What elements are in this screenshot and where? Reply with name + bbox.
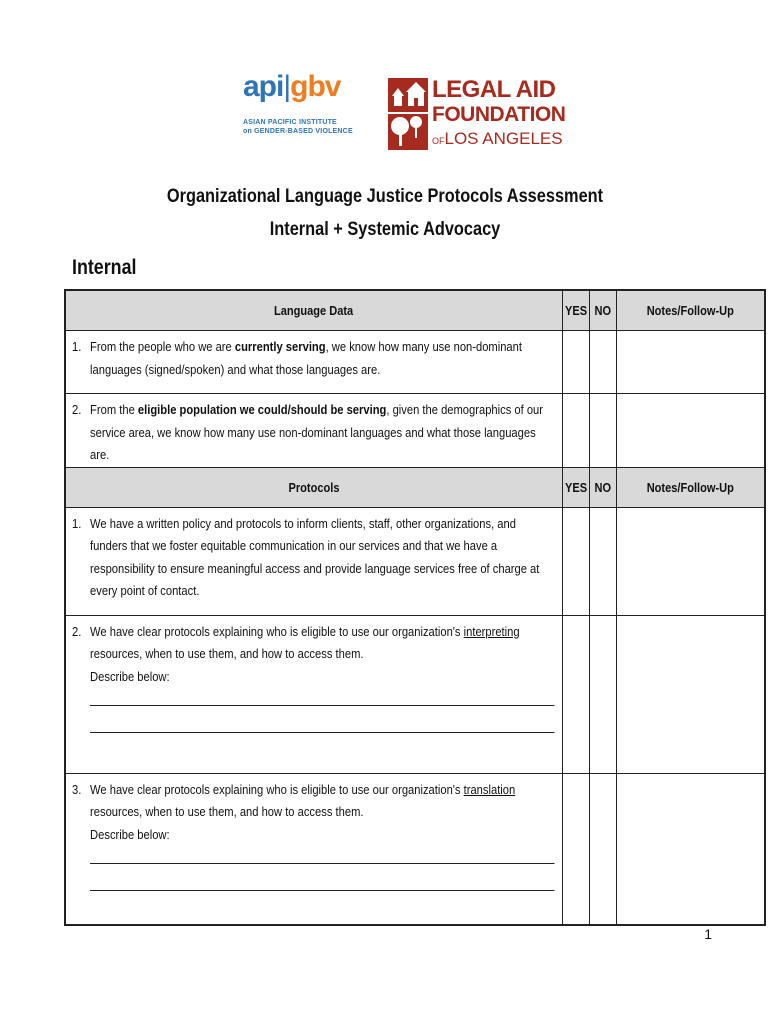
notes-cell[interactable] — [617, 507, 765, 615]
table-row — [65, 394, 765, 468]
yes-checkbox-cell[interactable] — [563, 615, 590, 773]
describe-label: Describe below: — [90, 668, 170, 684]
notes-cell[interactable] — [617, 615, 765, 773]
table-row — [65, 773, 765, 925]
no-header: NO — [590, 467, 617, 507]
table-row — [65, 507, 765, 615]
table-row — [65, 331, 765, 394]
apigbv-logo-subtitle-1: ASIAN PACIFIC INSTITUTE — [243, 119, 337, 126]
lafla-logo-line-1: LEGAL AID — [432, 76, 556, 103]
question-cell: 2. We have clear protocols explaining who is eligible to use our organization's interpreting resources, when to use them, and how to access them. Describe below: — [65, 615, 563, 773]
question-cell: 2. From the eligible population we could/should be serving, given the demographics of our service area, we know how many use non-dominant languages and what those languages are. — [65, 394, 563, 468]
no-checkbox-cell[interactable] — [590, 507, 617, 615]
no-checkbox-cell[interactable] — [590, 615, 617, 773]
logo-area — [0, 70, 770, 155]
apigbv-logo-bar: | — [283, 70, 291, 103]
document-title — [54, 180, 716, 246]
lafla-logo — [388, 74, 566, 154]
notes-cell[interactable] — [617, 773, 765, 925]
yes-checkbox-cell[interactable] — [563, 773, 590, 925]
notes-header: Notes/Follow-Up — [617, 290, 765, 331]
section-heading: Internal — [72, 256, 137, 279]
yes-checkbox-cell[interactable] — [563, 394, 590, 468]
answer-line[interactable] — [90, 688, 554, 706]
describe-label: Describe below: — [90, 826, 170, 842]
lafla-logo-line-3 — [432, 130, 563, 147]
no-checkbox-cell[interactable] — [590, 773, 617, 925]
no-header: NO — [590, 290, 617, 331]
question-cell: 3. We have clear protocols explaining who is eligible to use our organization's translation resources, when to use them, and how to access them. Describe below: — [65, 773, 563, 925]
notes-cell[interactable] — [617, 331, 765, 394]
group-header-protocols: Protocols — [65, 467, 563, 507]
apigbv-logo-gbv: gbv — [290, 70, 341, 103]
lafla-logo-city: LOS ANGELES — [444, 129, 563, 148]
lafla-logo-of: OF — [432, 136, 445, 146]
notes-header: Notes/Follow-Up — [617, 467, 765, 507]
apigbv-logo-api: api — [243, 70, 284, 103]
no-checkbox-cell[interactable] — [590, 394, 617, 468]
table-header-row — [65, 467, 765, 507]
question-cell: 1. We have a written policy and protocols to inform clients, staff, other organizations, and funders that we foster equitable communication in our services and that we have a responsibility to ensure meaningful access and provide language services free of charge at every point of contact. — [65, 507, 563, 615]
page-number: 1 — [704, 926, 712, 942]
table-row — [65, 615, 765, 773]
question-cell: 1. From the people who we are currently serving, we know how many use non-dominant languages (signed/spoken) and what those languages are. — [65, 331, 563, 394]
title-line-1: Organizational Language Justice Protocols Assessment — [166, 186, 604, 207]
table-header-row — [65, 290, 765, 331]
yes-header: YES — [563, 290, 590, 331]
answer-line[interactable] — [90, 715, 554, 733]
title-line-2: Internal + Systemic Advocacy — [269, 219, 501, 240]
yes-header: YES — [563, 467, 590, 507]
answer-line[interactable] — [90, 873, 554, 891]
yes-checkbox-cell[interactable] — [563, 331, 590, 394]
notes-cell[interactable] — [617, 394, 765, 468]
yes-checkbox-cell[interactable] — [563, 507, 590, 615]
apigbv-logo — [243, 70, 353, 150]
apigbv-logo-subtitle-2: on GENDER-BASED VIOLENCE — [243, 128, 353, 135]
lafla-emblem-icon — [388, 74, 432, 150]
no-checkbox-cell[interactable] — [590, 331, 617, 394]
answer-line[interactable] — [90, 846, 554, 864]
lafla-logo-line-2: FOUNDATION — [432, 103, 566, 126]
assessment-table — [64, 289, 766, 926]
group-header-language-data: Language Data — [65, 290, 563, 331]
